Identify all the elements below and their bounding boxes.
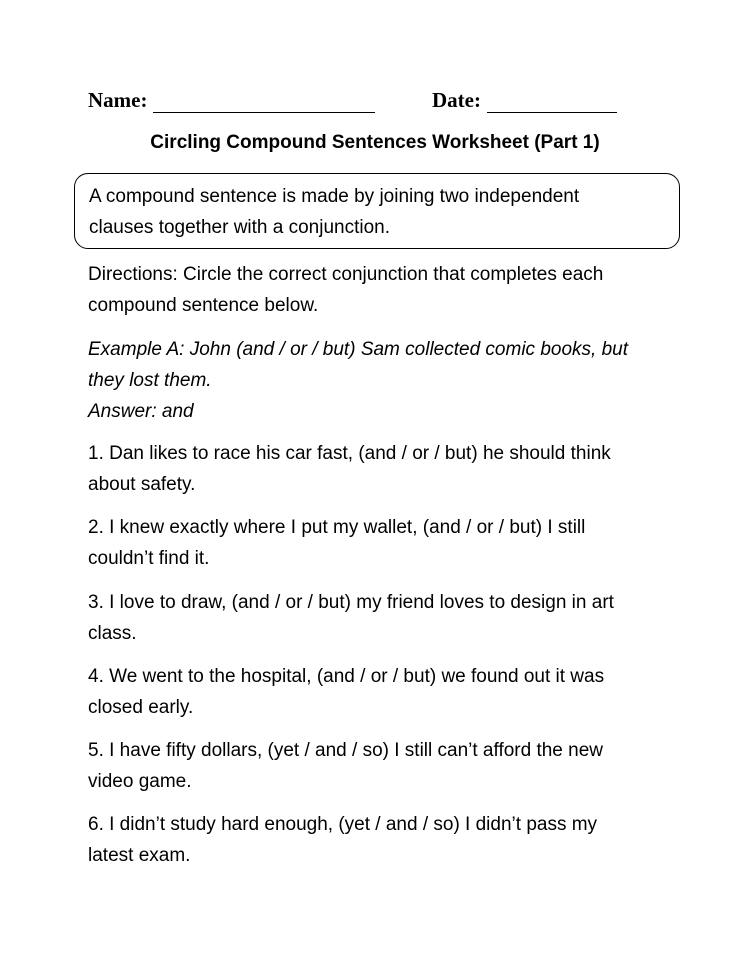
date-blank-line bbox=[487, 92, 617, 113]
example-answer: Answer: and bbox=[88, 401, 194, 422]
question-line-1: 3. I love to draw, (and / or / but) my friend loves to design in art bbox=[88, 592, 614, 613]
definition-text bbox=[89, 181, 669, 243]
question-1 bbox=[88, 438, 688, 500]
question-4 bbox=[88, 661, 688, 723]
example-line-2: they lost them. bbox=[88, 370, 212, 391]
worksheet-title: Circling Compound Sentences Worksheet (Part 1) bbox=[150, 132, 600, 153]
question-line-2: closed early. bbox=[88, 697, 194, 718]
directions-line-2: compound sentence below. bbox=[88, 295, 319, 316]
question-line-1: 2. I knew exactly where I put my wallet, (and / or / but) I still bbox=[88, 517, 586, 538]
question-6 bbox=[88, 809, 688, 871]
date-field bbox=[432, 88, 617, 113]
question-2 bbox=[88, 512, 688, 574]
definition-box bbox=[74, 173, 680, 249]
question-5 bbox=[88, 735, 688, 797]
question-line-2: class. bbox=[88, 623, 137, 644]
directions-line-1: Directions: Circle the correct conjunction that completes each bbox=[88, 264, 604, 285]
example bbox=[88, 334, 688, 427]
question-line-2: video game. bbox=[88, 771, 192, 792]
question-line-2: about safety. bbox=[88, 474, 196, 495]
question-line-1: 5. I have fifty dollars, (yet / and / so) I still can’t afford the new bbox=[88, 740, 604, 761]
name-label: Name: bbox=[88, 88, 148, 112]
question-line-2: latest exam. bbox=[88, 845, 191, 866]
question-line-1: 6. I didn’t study hard enough, (yet / and / so) I didn’t pass my bbox=[88, 814, 598, 835]
directions bbox=[88, 259, 688, 321]
question-3 bbox=[88, 587, 688, 649]
header-row bbox=[88, 88, 668, 118]
example-line-1: Example A: John (and / or / but) Sam collected comic books, but bbox=[88, 339, 628, 360]
date-label: Date: bbox=[432, 88, 481, 112]
name-blank-line bbox=[153, 92, 375, 113]
name-field bbox=[88, 88, 375, 113]
question-line-2: couldn’t find it. bbox=[88, 548, 210, 569]
definition-line-2: clauses together with a conjunction. bbox=[89, 217, 391, 238]
question-line-1: 1. Dan likes to race his car fast, (and / or / but) he should think bbox=[88, 443, 611, 464]
definition-line-1: A compound sentence is made by joining two independent bbox=[89, 186, 580, 207]
question-line-1: 4. We went to the hospital, (and / or / but) we found out it was bbox=[88, 666, 605, 687]
